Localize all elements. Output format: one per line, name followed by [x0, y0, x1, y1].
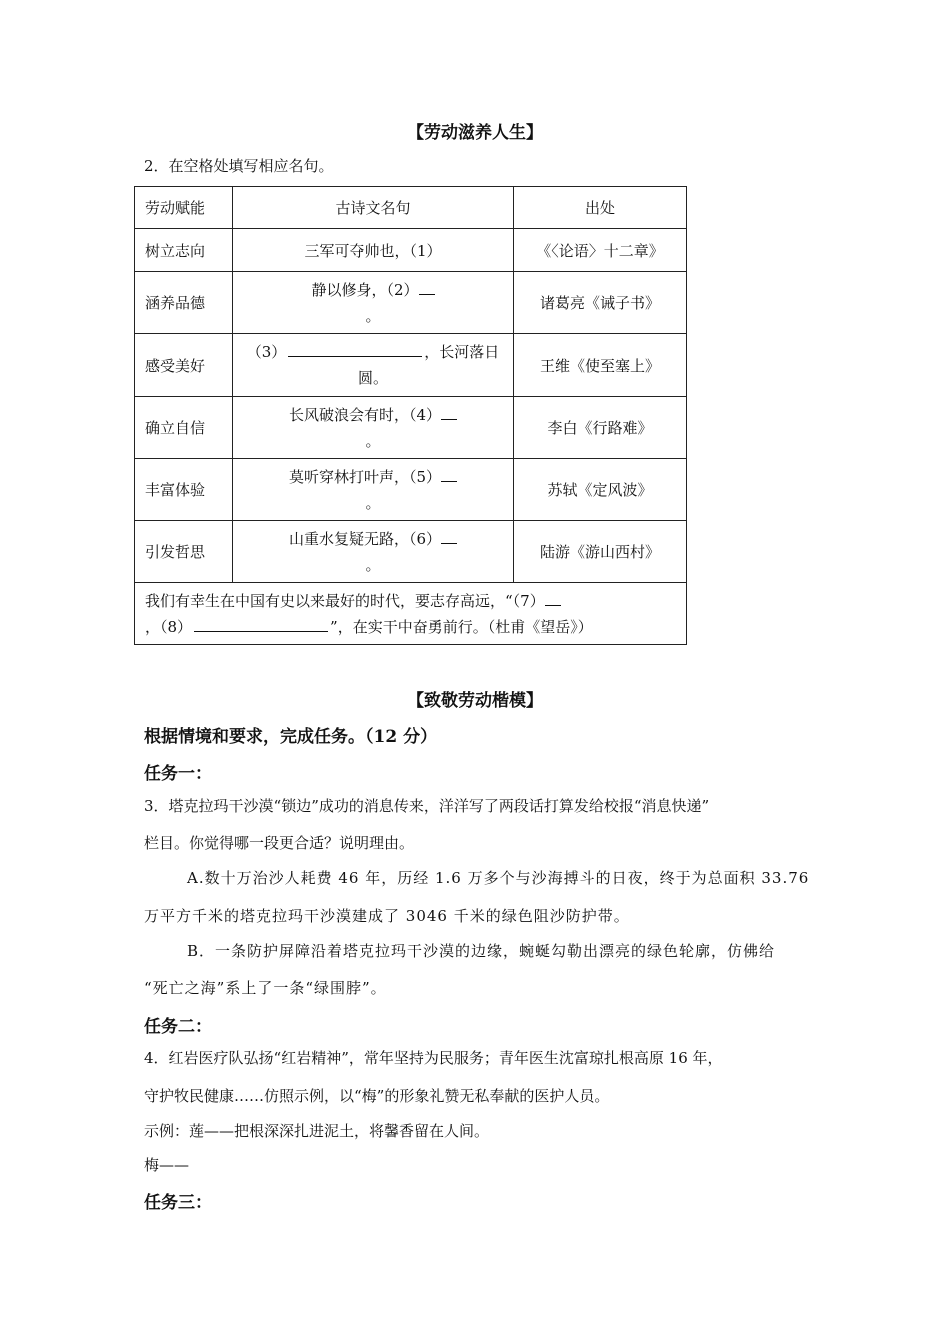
- question-3-line-2: 栏目。你觉得哪一段更合适？说明理由。: [144, 834, 415, 852]
- row-verse: 三军可夺帅也，（1）: [233, 229, 514, 272]
- header-source: 出处: [514, 187, 687, 229]
- row-verse: 山重水复疑无路，（6） 。: [233, 521, 514, 583]
- answer-prompt-plum: 梅——: [144, 1156, 190, 1174]
- table-footer-row: [135, 583, 687, 645]
- question-2-prompt: 2．在空格处填写相应名句。: [144, 157, 334, 175]
- task-1-heading: 任务一：: [144, 764, 212, 784]
- row-theme: 感受美好: [135, 334, 233, 397]
- row-verse: （3） ，长河落日 圆。: [233, 334, 514, 397]
- famous-lines-table: [134, 186, 687, 645]
- row-source: 王维《使至塞上》: [514, 334, 687, 397]
- row-source: 苏轼《定风波》: [514, 459, 687, 521]
- answer-blank[interactable]: [441, 467, 457, 482]
- row-theme: 涵养品德: [135, 272, 233, 334]
- answer-blank[interactable]: [419, 280, 435, 295]
- option-b-line-1: B．一条防护屏障沿着塔克拉玛干沙漠的边缘，蜿蜒勾勒出漂亮的绿色轮廓，仿佛给: [187, 942, 776, 960]
- table-row: [135, 397, 687, 459]
- row-verse: 静以修身，（2） 。: [233, 272, 514, 334]
- row-theme: 丰富体验: [135, 459, 233, 521]
- answer-blank[interactable]: [288, 342, 422, 357]
- task-3-heading: 任务三：: [144, 1193, 212, 1213]
- row-verse: 莫听穿林打叶声，（5） 。: [233, 459, 514, 521]
- task-2-heading: 任务二：: [144, 1017, 212, 1037]
- header-verse: 古诗文名句: [233, 187, 514, 229]
- row-source: 李白《行路难》: [514, 397, 687, 459]
- table-row: [135, 334, 687, 397]
- table-header-row: [135, 187, 687, 229]
- question-4-line-1: 4．红岩医疗队弘扬“红岩精神”，常年坚持为民服务；青年医生沈富琼扎根高原 16 年，: [144, 1049, 723, 1067]
- row-theme: 引发哲思: [135, 521, 233, 583]
- table-footer: 我们有幸生在中国有史以来最好的时代，要志存高远，“（7） ，（8） ”，在实干中奋勇前行。（杜甫《望岳》）: [135, 583, 687, 645]
- row-source: 陆游《游山西村》: [514, 521, 687, 583]
- answer-blank[interactable]: [441, 405, 457, 420]
- section-title-salute-labor-models: 【致敬劳动楷模】: [407, 691, 543, 711]
- row-theme: 树立志向: [135, 229, 233, 272]
- row-theme: 确立自信: [135, 397, 233, 459]
- instruction: 根据情境和要求，完成任务。（12 分）: [144, 727, 438, 747]
- row-source: 《〈论语〉十二章》: [514, 229, 687, 272]
- row-verse: 长风破浪会有时，（4） 。: [233, 397, 514, 459]
- answer-blank[interactable]: [441, 529, 457, 544]
- question-4-line-2: 守护牧民健康……仿照示例，以“梅”的形象礼赞无私奉献的医护人员。: [144, 1087, 610, 1105]
- header-theme: 劳动赋能: [135, 187, 233, 229]
- section-title-labor-nourishes-life: 【劳动滋养人生】: [407, 123, 543, 143]
- question-3-line-1: 3．塔克拉玛干沙漠“锁边”成功的消息传来，洋洋写了两段话打算发给校报“消息快递”: [144, 797, 710, 815]
- table-row: [135, 521, 687, 583]
- table-row: [135, 229, 687, 272]
- row-source: 诸葛亮《诫子书》: [514, 272, 687, 334]
- example-line: 示例：莲——把根深深扎进泥土，将馨香留在人间。: [144, 1122, 490, 1140]
- option-a-line-2: 万平方千米的塔克拉玛干沙漠建成了 3046 千米的绿色阻沙防护带。: [144, 907, 630, 925]
- option-b-line-2: “死亡之海”系上了一条“绿围脖”。: [144, 979, 387, 997]
- table-row: [135, 459, 687, 521]
- table-row: [135, 272, 687, 334]
- answer-blank[interactable]: [545, 591, 561, 606]
- answer-blank[interactable]: [194, 617, 328, 632]
- option-a-line-1: A.数十万治沙人耗费 46 年，历经 1.6 万多个与沙海搏斗的日夜，终于为总面积 33.76: [187, 869, 810, 887]
